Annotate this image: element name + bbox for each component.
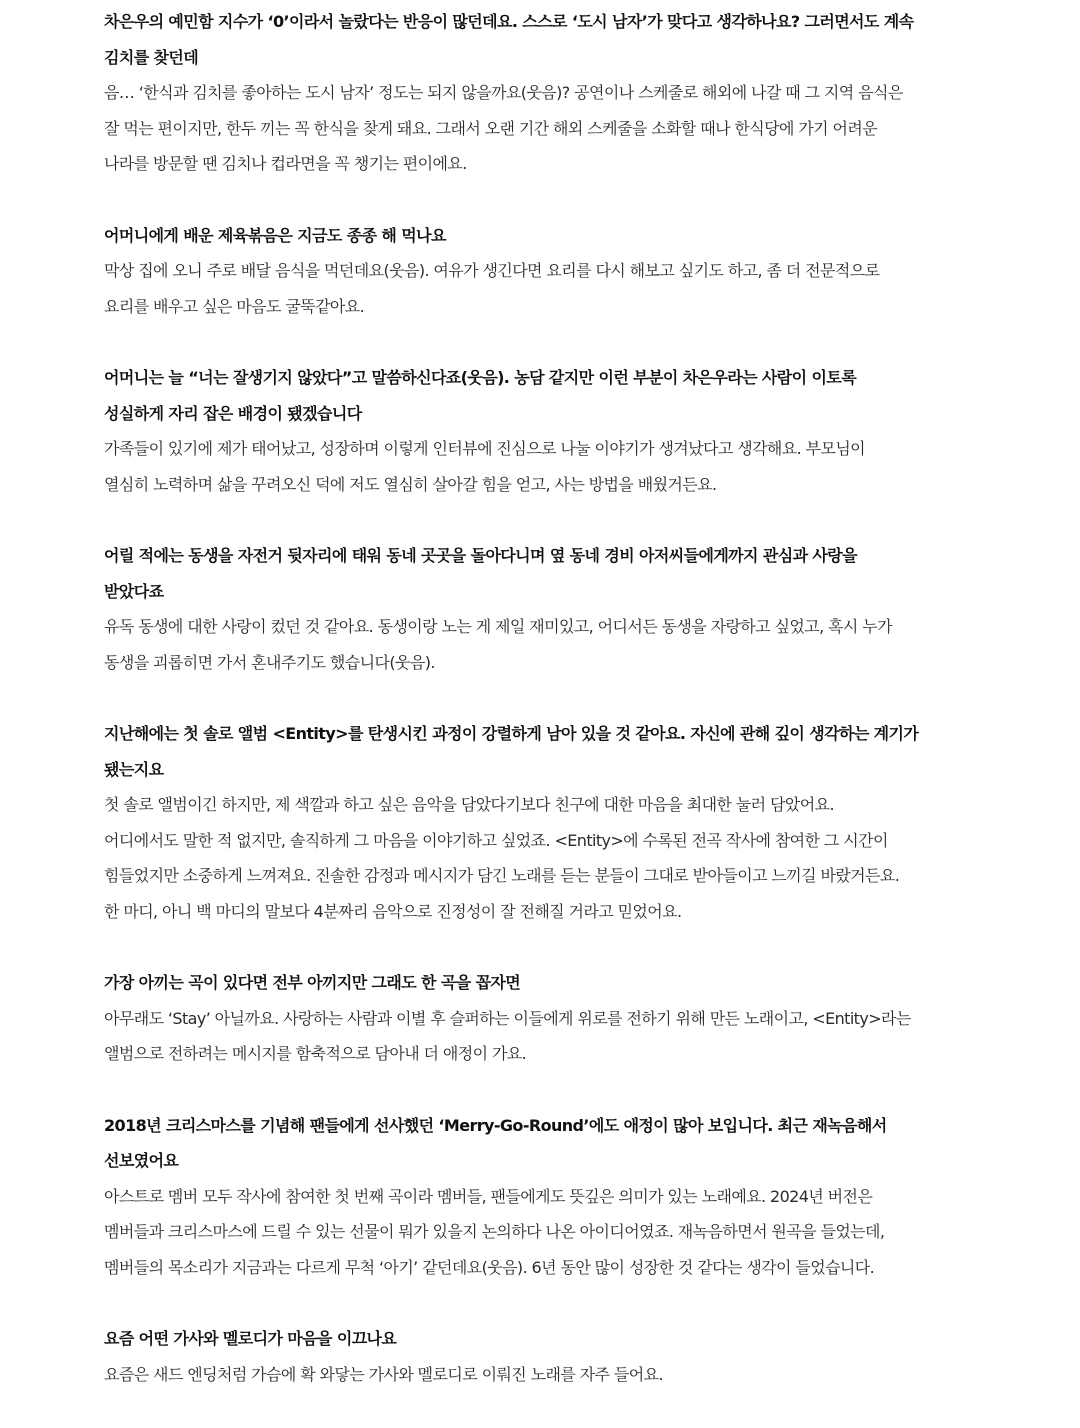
interview-question (104, 965, 974, 1001)
qa-block (104, 218, 974, 325)
answer-line: 멤버들과 크리스마스에 드릴 수 있는 선물이 뭐가 있을지 논의하다 나온 아이디어였죠. 재녹음하면서 원곡을 들었는데, (104, 1222, 885, 1241)
interview-question (104, 4, 974, 75)
interview-question (104, 1108, 974, 1179)
question-line: 선보였어요 (104, 1151, 179, 1170)
question-line: 지난해에는 첫 솔로 앨범 <Entity>를 탄생시킨 과정이 강렬하게 남아 있을 것 같아요. 자신에 관해 깊이 생각하는 계기가 (104, 724, 919, 743)
answer-line: 첫 솔로 앨범이긴 하지만, 제 색깔과 하고 싶은 음악을 담았다기보다 친구에 대한 마음을 최대한 눌러 담았어요. (104, 795, 834, 814)
answer-line: 유독 동생에 대한 사랑이 컸던 것 같아요. 동생이랑 노는 게 제일 재미있고, 어디서든 동생을 자랑하고 싶었고, 혹시 누가 (104, 617, 892, 636)
question-line: 가장 아끼는 곡이 있다면 전부 아끼지만 그래도 한 곡을 꼽자면 (104, 973, 521, 992)
answer-line: 어디에서도 말한 적 없지만, 솔직하게 그 마음을 이야기하고 싶었죠. <Entity>에 수록된 전곡 작사에 참여한 그 시간이 (104, 830, 888, 850)
answer-line: 열심히 노력하며 삶을 꾸려오신 덕에 저도 열심히 살아갈 힘을 얻고, 사는 방법을 배웠거든요. (104, 474, 717, 494)
interview-answer (104, 75, 974, 182)
interview-answer (104, 1001, 974, 1072)
question-line: 성실하게 자리 잡은 배경이 됐겠습니다 (104, 403, 362, 423)
question-line: 받았다죠 (104, 581, 164, 601)
qa-block (104, 4, 974, 182)
interview-answer (104, 609, 974, 680)
question-line: 됐는지요 (104, 759, 164, 779)
interview-answer (104, 1179, 974, 1286)
interview-question (104, 1321, 974, 1357)
answer-line: 막상 집에 오니 주로 배달 음식을 먹던데요(웃음). 여유가 생긴다면 요리를 다시 해보고 싶기도 하고, 좀 더 전문적으로 (104, 261, 880, 280)
answer-line: 동생을 괴롭히면 가서 혼내주기도 했습니다(웃음). (104, 652, 435, 672)
question-line: 어머니는 늘 “너는 잘생기지 않았다”고 말씀하신다죠(웃음). 농담 같지만 이런 부분이 차은우라는 사람이 이토록 (104, 368, 857, 387)
answer-line: 음… ‘한식과 김치를 좋아하는 도시 남자’ 정도는 되지 않을까요(웃음)? 공연이나 스케줄로 해외에 나갈 때 그 지역 음식은 (104, 83, 903, 102)
answer-line: 요즘은 새드 엔딩처럼 가슴에 확 와닿는 가사와 멜로디로 이뤄진 노래를 자주 들어요. (104, 1364, 663, 1384)
question-line: 2018년 크리스마스를 기념해 팬들에게 선사했던 ‘Merry-Go-Round’에도 애정이 많아 보입니다. 최근 재녹음해서 (104, 1115, 887, 1135)
qa-block (104, 1108, 974, 1286)
interview-answer (104, 431, 974, 502)
qa-block (104, 1321, 974, 1392)
interview-answer (104, 253, 974, 324)
interview-question (104, 538, 974, 609)
answer-line: 앨범으로 전하려는 메시지를 함축적으로 담아내 더 애정이 가요. (104, 1044, 527, 1063)
interview-question (104, 360, 974, 431)
interview-answer (104, 787, 974, 929)
answer-line: 멤버들의 목소리가 지금과는 다르게 무척 ‘아기’ 같던데요(웃음). 6년 동안 많이 성장한 것 같다는 생각이 들었습니다. (104, 1257, 875, 1277)
answer-line: 나라를 방문할 땐 김치나 컵라면을 꼭 챙기는 편이에요. (104, 154, 467, 173)
interview-article (104, 4, 974, 1428)
answer-line: 한 마디, 아니 백 마디의 말보다 4분짜리 음악으로 진정성이 잘 전해질 거라고 믿었어요. (104, 901, 682, 921)
answer-line: 아무래도 ‘Stay’ 아닐까요. 사랑하는 사람과 이별 후 슬퍼하는 이들에게 위로를 전하기 위해 만든 노래이고, <Entity>라는 (104, 1008, 911, 1028)
question-line: 차은우의 예민함 지수가 ‘0’이라서 놀랐다는 반응이 많던데요. 스스로 ‘도시 남자’가 맞다고 생각하나요? 그러면서도 계속 (104, 12, 914, 31)
interview-question (104, 716, 974, 787)
answer-line: 잘 먹는 편이지만, 한두 끼는 꼭 한식을 찾게 돼요. 그래서 오랜 기간 해외 스케줄을 소화할 때나 한식당에 가기 어려운 (104, 118, 878, 138)
answer-line: 요리를 배우고 싶은 마음도 굴뚝같아요. (104, 296, 365, 316)
qa-block (104, 965, 974, 1072)
question-line: 요즘 어떤 가사와 멜로디가 마음을 이끄나요 (104, 1329, 397, 1348)
answer-line: 가족들이 있기에 제가 태어났고, 성장하며 이렇게 인터뷰에 진심으로 나눌 이야기가 생겨났다고 생각해요. 부모님이 (104, 439, 866, 458)
question-line: 김치를 찾던데 (104, 47, 199, 67)
interview-answer (104, 1357, 974, 1393)
answer-line: 아스트로 멤버 모두 작사에 참여한 첫 번째 곡이라 멤버들, 팬들에게도 뜻깊은 의미가 있는 노래예요. 2024년 버전은 (104, 1186, 873, 1206)
question-line: 어머니에게 배운 제육볶음은 지금도 종종 해 먹나요 (104, 225, 446, 245)
question-line: 어릴 적에는 동생을 자전거 뒷자리에 태워 동네 곳곳을 돌아다니며 옆 동네 경비 아저씨들에게까지 관심과 사랑을 (104, 546, 857, 565)
interview-question (104, 218, 974, 254)
qa-block (104, 360, 974, 502)
qa-block (104, 716, 974, 929)
qa-block (104, 538, 974, 680)
answer-line: 힘들었지만 소중하게 느껴져요. 진솔한 감정과 메시지가 담긴 노래를 듣는 분들이 그대로 받아들이고 느끼길 바랐거든요. (104, 866, 900, 885)
